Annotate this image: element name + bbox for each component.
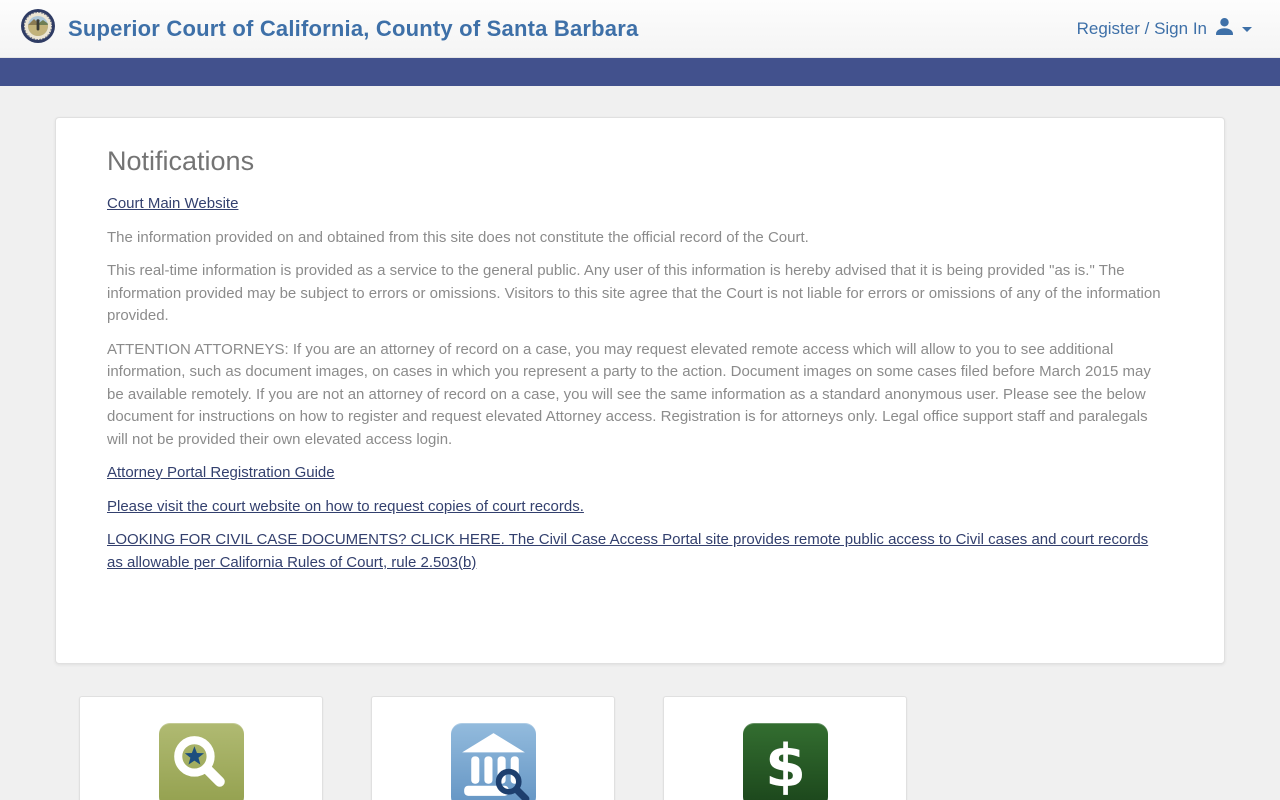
user-icon [1215, 17, 1234, 41]
site-title: Superior Court of California, County of Santa Barbara [68, 15, 639, 41]
caret-down-icon [1242, 27, 1252, 32]
tile-pay-fees[interactable] [663, 696, 907, 800]
attention-attorneys-notice: ATTENTION ATTORNEYS: If you are an attorney of record on a case, you may request elevated remote access which will allow to you to see additional information, such as document images, on cases in which you represent a party to the action. Document images on some cases filed before March 2015 may be available remotely. If you are not an attorney of record on a case, you will see the same information as a standard anonymous user. Please see the below document for instructions on how to register and request elevated Attorney access. Registration is for attorneys only. Legal office support staff and paralegals will not be provided their own elevated access login. [107, 340, 1151, 448]
register-sign-in-label: Register / Sign In [1076, 18, 1207, 38]
notifications-panel [55, 117, 1225, 664]
official-record-disclaimer: The information provided on and obtained from this site does not constitute the official record of the Court. [107, 228, 809, 246]
quick-access-tiles [79, 696, 1280, 800]
notifications-heading: Notifications [107, 146, 255, 176]
main-content [0, 117, 1280, 800]
tile-case-search[interactable] [79, 696, 323, 800]
civil-case-documents-link[interactable]: LOOKING FOR CIVIL CASE DOCUMENTS? CLICK HERE. The Civil Case Access Portal site provides remote public access to Civil cases and court records as allowable per California Rules of Court, rule 2.503(b) [107, 531, 1149, 571]
primary-navbar [0, 58, 1280, 86]
case-search-magnifier-star-icon [159, 723, 244, 800]
attorney-portal-registration-guide-link[interactable]: Attorney Portal Registration Guide [107, 464, 335, 481]
svg-text:$: $ [764, 732, 806, 800]
courthouse-search-icon [451, 723, 536, 800]
register-sign-in-menu[interactable] [1077, 17, 1252, 41]
fees-dollar-icon [743, 723, 828, 800]
court-records-copies-link[interactable]: Please visit the court website on how to request copies of court records. [107, 497, 584, 515]
court-main-website-link[interactable]: Court Main Website [107, 195, 239, 212]
app-header [0, 0, 1280, 58]
court-seal-logo [20, 8, 56, 49]
tile-court-calendar[interactable] [371, 696, 615, 800]
as-is-disclaimer: This real-time information is provided as a service to the general public. Any user of this information is hereby advised that it is being provided "as is." The information provided may be subject to errors or omissions. Visitors to this site agree that the Court is not liable for errors or omissions of any of the information provided. [107, 262, 1161, 324]
brand [20, 8, 638, 49]
